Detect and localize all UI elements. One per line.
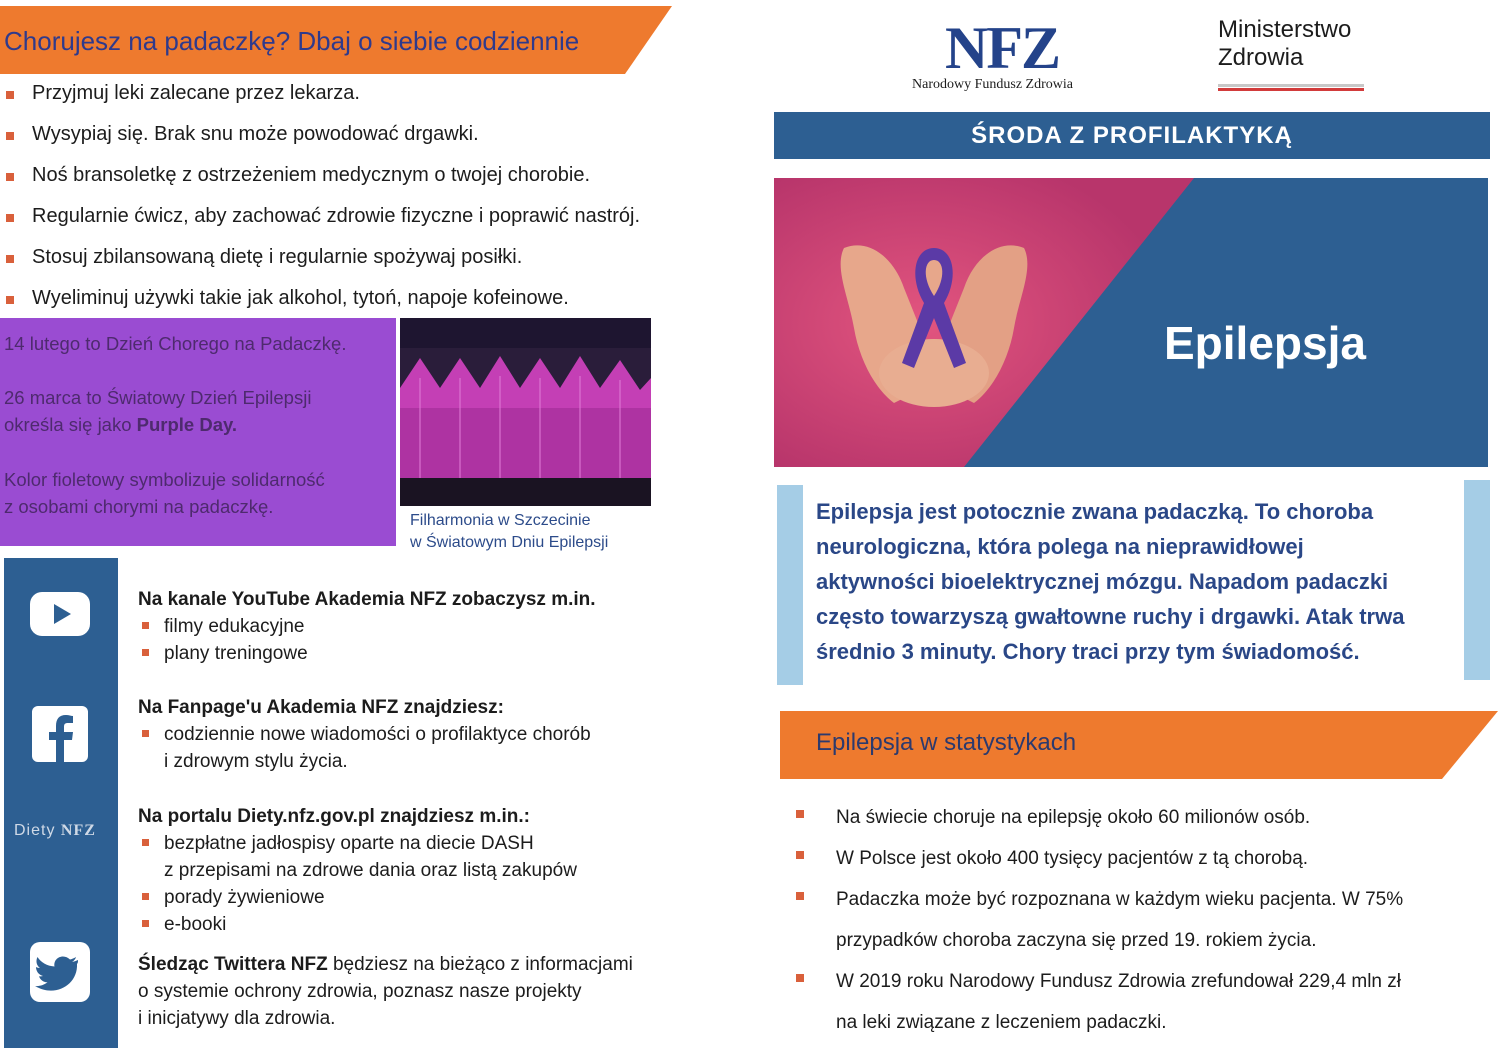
description-line: aktywności bioelektrycznej mózgu. Napadom padaczki [816,569,1389,594]
tips-list [6,82,640,328]
tip-item [6,82,640,123]
diety-item-text: e-booki [164,914,227,935]
twitter-line: i inicjatywy dla zdrowia. [138,1008,336,1029]
nfz-logo: NFZ [945,15,1059,81]
diety-info [138,803,577,938]
ministry-underline-red [1218,88,1364,91]
stat-text: W 2019 roku Narodowy Fundusz Zdrowia zrefundował 229,4 mln zł [836,971,1401,992]
twitter-info [138,951,633,1032]
purple-day-line [4,411,237,438]
tip-item [6,205,640,246]
purple-day-line: z osobami chorymi na padaczkę. [4,496,274,517]
bullet-icon [6,296,14,304]
bullet-icon [6,173,14,181]
photo-caption [410,510,608,554]
ministry-line: Ministerstwo [1218,16,1352,43]
purple-day-line: 26 marca to Światowy Dzień Epilepsji [4,387,312,408]
epilepsy-description [816,494,1404,669]
tip-text: Przyjmuj leki zalecane przez lekarza. [32,82,360,104]
facebook-item-continuation: i zdrowym stylu życia. [164,751,348,772]
bullet-icon [6,255,14,263]
bullet-icon [142,920,149,927]
tip-item [6,123,640,164]
stat-item [796,797,1403,838]
stat-text: Padaczka może być rozpoznana w każdym wieku pacjenta. W 75% [836,889,1404,910]
tip-text: Noś bransoletkę z ostrzeżeniem medycznym o twojej chorobie. [32,164,591,186]
twitter-bold: Śledząc Twittera NFZ [138,954,328,975]
bullet-icon [796,974,804,982]
stat-item [796,879,1403,961]
stats-banner-title: Epilepsja w statystykach [816,729,1077,756]
twitter-line-rest: będziesz na bieżąco z informacjami [327,954,633,975]
bullet-icon [142,622,149,629]
bullet-icon [6,91,14,99]
youtube-item-text: plany treningowe [164,643,308,664]
diety-item [138,830,577,857]
stats-list [796,797,1403,1043]
facebook-heading: Na Fanpage'u Akademia NFZ znajdziesz: [138,697,504,718]
stat-text-continuation: przypadków choroba zaczyna się przed 19. rokiem życia. [836,930,1317,951]
diety-item [138,911,577,938]
diety-nfz-label [14,822,96,840]
facebook-item-text: codziennie nowe wiadomości o profilaktyce chorób [164,724,591,745]
diety-item [138,884,577,911]
diety-label-prefix: Diety [14,822,56,839]
tip-text: Stosuj zbilansowaną dietę i regularnie spożywaj posiłki. [32,246,523,268]
bullet-icon [142,839,149,846]
philharmonic-illustration [400,318,651,506]
diety-label-brand: NFZ [60,822,96,839]
twitter-icon[interactable] [28,940,92,1004]
description-accent-left [777,485,803,685]
twitter-line: o systemie ochrony zdrowia, poznasz nasze projekty [138,981,582,1002]
purple-day-bold: Purple Day. [136,414,238,435]
bullet-icon [796,892,804,900]
hero-title: Epilepsja [1164,317,1366,369]
bullet-icon [6,132,14,140]
bullet-icon [796,810,804,818]
youtube-icon[interactable] [28,582,92,646]
stat-text: W Polsce jest około 400 tysięcy pacjentów z tą chorobą. [836,848,1309,869]
photo-caption-line: Filharmonia w Szczecinie [410,512,591,529]
youtube-info [138,586,596,667]
diety-heading: Na portalu Diety.nfz.gov.pl znajdziesz m.in.: [138,806,530,827]
bullet-icon [142,893,149,900]
tip-item [6,246,640,287]
description-accent-right [1464,480,1490,680]
stat-item [796,961,1403,1043]
twitter-line [138,951,633,978]
stat-text: Na świecie choruje na epilepsję około 60 milionów osób. [836,807,1311,828]
facebook-info [138,694,591,775]
tip-text: Wyeliminuj używki takie jak alkohol, tytoń, napoje kofeinowe. [32,287,569,309]
hero-illustration [774,178,1488,467]
bullet-icon [796,851,804,859]
ministry-logo [1218,16,1351,72]
diety-item-continuation: z przepisami na zdrowe dania oraz listą zakupów [164,860,577,881]
description-line: często towarzyszą gwałtowne ruchy i drgawki. Atak trwa [816,604,1405,629]
left-banner-title: Chorujesz na padaczkę? Dbaj o siebie codziennie [4,26,580,56]
description-line: średnio 3 minuty. Chory traci przy tym świadomość. [816,639,1360,664]
purple-day-box [0,318,396,546]
diety-item-text: porady żywieniowe [164,887,325,908]
youtube-item [138,613,596,640]
stats-banner [780,711,1498,779]
bullet-icon [142,730,149,737]
ministry-line: Zdrowia [1218,44,1304,71]
description-line: Epilepsja jest potocznie zwana padaczką. To choroba [816,499,1374,524]
facebook-item [138,721,591,748]
bullet-icon [6,214,14,222]
purple-day-line: Kolor fioletowy symbolizuje solidarność [4,469,325,490]
stat-text-continuation: na leki związane z leczeniem padaczki. [836,1012,1167,1033]
hero-image [774,178,1488,467]
tip-text: Wysypiaj się. Brak snu może powodować drgawki. [32,123,479,145]
bullet-icon [142,649,149,656]
diety-item-text: bezpłatne jadłospisy oparte na diecie DASH [164,833,534,854]
tip-item [6,164,640,205]
youtube-item-text: filmy edukacyjne [164,616,305,637]
nfz-full-name: Narodowy Fundusz Zdrowia [912,77,1073,92]
philharmonic-photo [400,318,651,506]
stat-item [796,838,1403,879]
description-line: neurologiczna, która polega na nieprawidłowej [816,534,1304,559]
left-banner [0,6,672,74]
youtube-item [138,640,596,667]
purple-day-line: 14 lutego to Dzień Chorego na Padaczkę. [4,333,347,354]
youtube-heading: Na kanale YouTube Akademia NFZ zobaczysz m.in. [138,589,596,610]
tip-text: Regularnie ćwicz, aby zachować zdrowie fizyczne i poprawić nastrój. [32,205,641,227]
campaign-banner: ŚRODA Z PROFILAKTYKĄ [774,112,1490,159]
facebook-icon[interactable] [28,702,92,766]
photo-caption-line: w Światowym Dniu Epilepsji [410,534,609,551]
purple-day-prefix: określa się jako [4,414,137,435]
ministry-underline-grey [1218,84,1364,87]
